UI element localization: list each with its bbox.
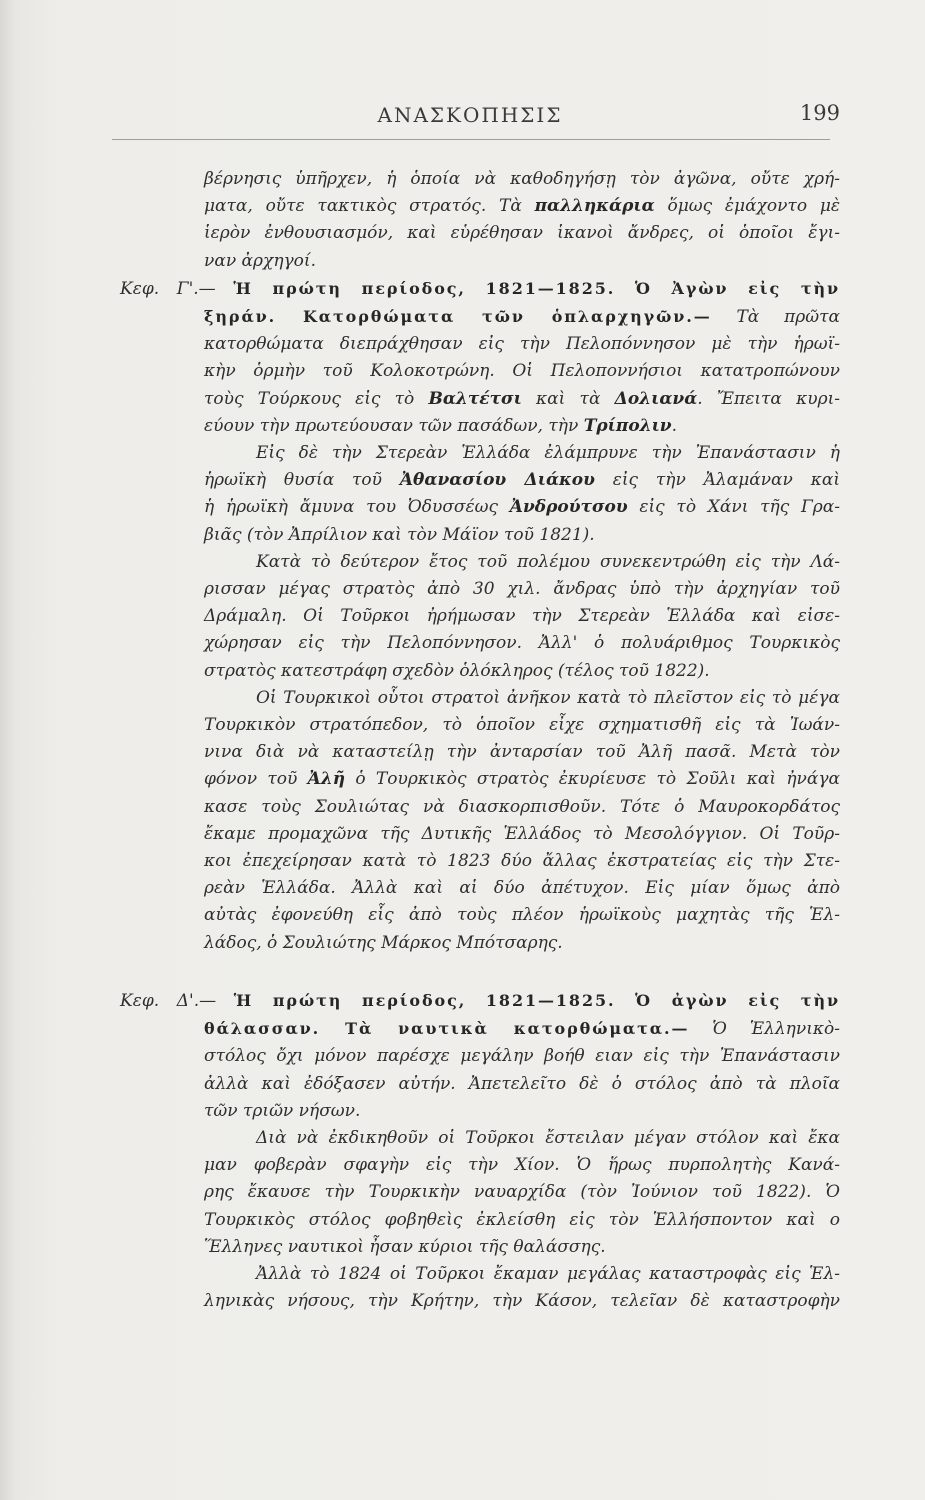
text-run: Ἕλληνες ναυτικοὶ ἦσαν κύριοι τῆς θαλάσσης. — [204, 1236, 606, 1257]
text-run: αὐτὰς ἐφονεύθη εἷς ἀπὸ τοὺς πλέον ἡρωϊκοὺς μαχητὰς τῆς Ἑλ- — [204, 905, 840, 926]
text-line — [204, 712, 840, 739]
text-line — [204, 902, 840, 929]
text-run: στόλος ὄχι μόνον παρέσχε μεγάλην βοήθ ειαν εἰς τὴν Ἐπανάστασιν — [204, 1046, 840, 1067]
emphasized-term: παλληκάρια — [534, 196, 655, 217]
text-line — [204, 358, 840, 385]
text-line — [204, 303, 840, 331]
text-run: ἱερὸν ἐνθουσιασμόν, καὶ εὑρέθησαν ἱκανοὶ ἄνδρες, οἱ ὁποῖοι ἔγι- — [204, 223, 840, 244]
text-line — [204, 766, 840, 793]
text-run: εἰς τὴν Ἀλαμάναν καὶ — [594, 470, 840, 491]
text-run: νινα διὰ νὰ καταστείλῃ τὴν ἀνταρσίαν τοῦ Ἀλῆ πασᾶ. Μετὰ τὸν — [204, 742, 840, 763]
text-line — [204, 576, 840, 603]
text-line — [204, 1071, 840, 1098]
text-run: Κεφ. Γ'.— — [120, 278, 234, 299]
text-line — [204, 1125, 840, 1152]
text-line — [204, 166, 840, 193]
text-line — [204, 193, 840, 220]
chapter-section — [120, 275, 841, 440]
emphasized-term: Ἀθανασίου Διάκου — [399, 470, 595, 491]
emphasized-term: Δολιανά — [614, 388, 698, 409]
emphasized-term: Ἀλῆ — [307, 769, 346, 790]
text-line — [204, 930, 840, 957]
text-run: ἡρωϊκὴ θυσία τοῦ — [204, 470, 400, 491]
chapter-section — [120, 987, 840, 1125]
text-line — [120, 987, 840, 1015]
text-line — [204, 549, 840, 576]
header-rule — [112, 139, 830, 140]
text-run: ρης ἔκαυσε τὴν Τουρκικὴν ναυαρχίδα (τὸν Ἰούνιον τοῦ 1822). Ὁ — [204, 1182, 840, 1203]
text-run: Εἰς δὲ τὴν Στερεὰν Ἑλλάδα ἐλάμπρυνε τὴν Ἐπανάστασιν ἡ — [256, 443, 840, 464]
body-text — [120, 166, 841, 1315]
text-line — [204, 603, 840, 630]
paragraph-continuation — [204, 166, 840, 275]
text-run: ὅμως ἐμάχοντο μὲ — [654, 196, 840, 217]
text-run: ληνικὰς νήσους, τὴν Κρήτην, τὴν Κάσον, τελεῖαν δὲ καταστροφὴν — [204, 1291, 840, 1312]
section-heading: ξηράν. Κατορθώματα τῶν ὁπλαρχηγῶν.— — [204, 307, 712, 327]
text-line — [204, 413, 840, 440]
page-number: 199 — [799, 101, 840, 125]
text-run: ὁ Τουρκικὸς στρατὸς ἐκυρίευσε τὸ Σοῦλι καὶ ἠνάγα — [345, 769, 840, 790]
text-run: εἰς τὸ Χάνι τῆς Γρα- — [627, 497, 840, 518]
text-run: ρεὰν Ἑλλάδα. Ἀλλὰ καὶ αἱ δύο ἀπέτυχον. Εἰς μίαν ὅμως ἀπὸ — [204, 878, 840, 899]
text-run: μαν φοβερὰν σφαγὴν εἰς τὴν Χίον. Ὁ ἥρως πυρπολητὴς Κανά- — [204, 1155, 840, 1176]
text-run: τῶν τριῶν νήσων. — [204, 1100, 361, 1121]
text-run: Ἀλλὰ τὸ 1824 οἱ Τοῦρκοι ἔκαμαν μεγάλας καταστροφὰς εἰς Ἑλ- — [256, 1263, 840, 1284]
section-heading: Ἡ πρώτη περίοδος, 1821—1825. Ὁ ἀγὼν εἰς τὴν — [233, 990, 840, 1010]
text-run: ναν ἀρχηγοί. — [204, 250, 316, 271]
text-line — [204, 1207, 840, 1234]
text-run: Οἱ Τουρκικοὶ οὗτοι στρατοὶ ἀνῆκον κατὰ τὸ πλεῖστον εἰς τὸ μέγα — [256, 687, 840, 708]
text-run: Τουρκικὸν στρατόπεδον, τὸ ὁποῖον εἶχε σχηματισθῆ εἰς τὰ Ἰωάν- — [204, 715, 840, 736]
text-line — [204, 630, 840, 657]
text-run: χώρησαν εἰς τὴν Πελοπόννησον. Ἀλλ' ὁ πολυάριθμος Τουρκικὸς — [204, 633, 840, 654]
text-line — [204, 1098, 840, 1125]
text-run: Ὁ Ἑλληνικὸ- — [689, 1019, 840, 1040]
text-run: ἔκαμε προμαχῶνα τῆς Δυτικῆς Ἑλλάδος τὸ Μεσολόγγιον. Οἱ Τοῦρ- — [204, 823, 840, 844]
text-run: τοὺς Τούρκους εἰς τὸ — [204, 388, 429, 409]
text-line — [204, 1261, 840, 1288]
text-run: κατορθώματα διεπράχθησαν εἰς τὴν Πελοπόννησον μὲ τὴν ἡρωϊ- — [204, 334, 840, 355]
text-run: . Ἔπειτα κυρι- — [697, 388, 841, 409]
section-heading: θάλασσαν. Τὰ ναυτικὰ κατορθώματα.— — [204, 1019, 690, 1039]
emphasized-term: Βαλτέτσι — [428, 388, 522, 409]
text-run: Δράμαλη. Οἱ Τοῦρκοι ἠρήμωσαν τὴν Στερεὰν Ἑλλάδα καὶ εἰσε- — [204, 606, 840, 627]
text-run: Τουρκικὸς στόλος φοβηθεὶς ἐκλείσθη εἰς τὸν Ἑλλήσποντον καὶ ο — [204, 1209, 840, 1230]
text-line — [204, 220, 840, 247]
text-run: κὴν ὁρμὴν τοῦ Κολοκοτρώνη. Οἱ Πελοποννήσιοι κατατροπώνουν — [204, 361, 840, 382]
text-line — [204, 794, 840, 821]
text-run: Τὰ πρῶτα — [711, 307, 840, 328]
text-run: ἡ ἡρωϊκὴ ἄμυνα του Ὀδυσσέως — [204, 497, 510, 518]
text-line — [204, 1179, 840, 1206]
text-line — [204, 1015, 840, 1043]
paragraph — [204, 549, 840, 685]
emphasized-term: Ἀνδρούτσου — [509, 497, 628, 518]
text-run: βιᾶς (τὸν Ἀπρίλιον καὶ τὸν Μάϊον τοῦ 1821). — [204, 524, 595, 545]
text-run: Διὰ νὰ ἐκδικηθοῦν οἱ Τοῦρκοι ἔστειλαν μέγαν στόλον καὶ ἔκα — [256, 1127, 840, 1148]
paragraph — [204, 685, 840, 957]
text-line — [204, 467, 840, 494]
text-line — [204, 1234, 840, 1261]
text-line — [204, 875, 840, 902]
text-line — [204, 1043, 840, 1070]
text-line — [204, 494, 840, 521]
text-line — [204, 848, 840, 875]
text-line — [204, 658, 840, 685]
emphasized-term: Τρίπολιν — [583, 415, 672, 436]
text-run: καὶ τὰ — [521, 388, 615, 409]
text-run: στρατὸς κατεστράφη σχεδὸν ὁλόκληρος (τέλος τοῦ 1822). — [204, 660, 710, 681]
paragraph — [204, 1261, 840, 1315]
text-run: φόνον τοῦ — [204, 769, 308, 790]
running-head-title: ΑΝΑΣΚΟΠΗΣΙΣ — [377, 103, 563, 127]
text-line — [120, 275, 840, 303]
text-run: Κατὰ τὸ δεύτερον ἔτος τοῦ πολέμου συνεκεντρώθη εἰς τὴν Λά- — [256, 551, 840, 572]
text-line — [204, 685, 840, 712]
text-run: ματα, οὔτε τακτικὸς στρατός. Τὰ — [204, 196, 535, 217]
text-run: κασε τοὺς Σουλιώτας νὰ διασκορπισθοῦν. Τότε ὁ Μαυροκορδάτος — [204, 796, 840, 817]
text-line — [204, 248, 840, 275]
paragraph — [204, 440, 840, 549]
text-line — [204, 440, 840, 467]
text-line — [204, 739, 840, 766]
text-run: ρισσαν μέγας στρατὸς ἀπὸ 30 χιλ. ἄνδρας ὑπὸ τὴν ἀρχηγίαν τοῦ — [204, 579, 840, 600]
text-run: Κεφ. Δ'.— — [120, 990, 234, 1011]
text-run: εύουν τὴν πρωτεύουσαν τῶν πασάδων, τὴν — [204, 415, 584, 436]
text-line — [204, 331, 840, 358]
text-run: βέρνησις ὑπῆρχεν, ἡ ὁποία νὰ καθοδηγήσῃ τὸν ἀγῶνα, οὔτε χρή- — [204, 169, 840, 189]
text-line — [204, 821, 840, 848]
text-run: κοι ἐπεχείρησαν κατὰ τὸ 1823 δύο ἄλλας ἐκστρατείας εἰς τὴν Στε- — [204, 851, 840, 872]
section-heading: Ἡ πρώτη περίοδος, 1821—1825. Ὁ Ἀγὼν εἰς τὴν — [233, 278, 841, 298]
text-line — [204, 1288, 840, 1315]
text-line — [204, 522, 840, 549]
text-line — [204, 1152, 840, 1179]
text-run: λάδος, ὁ Σουλιώτης Μάρκος Μπότσαρης. — [204, 932, 563, 953]
paragraph — [204, 1125, 840, 1261]
text-line — [204, 386, 840, 413]
text-run: ἀλλὰ καὶ ἐδόξασεν αὐτήν. Ἀπετελεῖτο δὲ ὁ στόλος ἀπὸ τὰ πλοῖα — [204, 1073, 840, 1094]
text-run: . — [671, 415, 677, 436]
